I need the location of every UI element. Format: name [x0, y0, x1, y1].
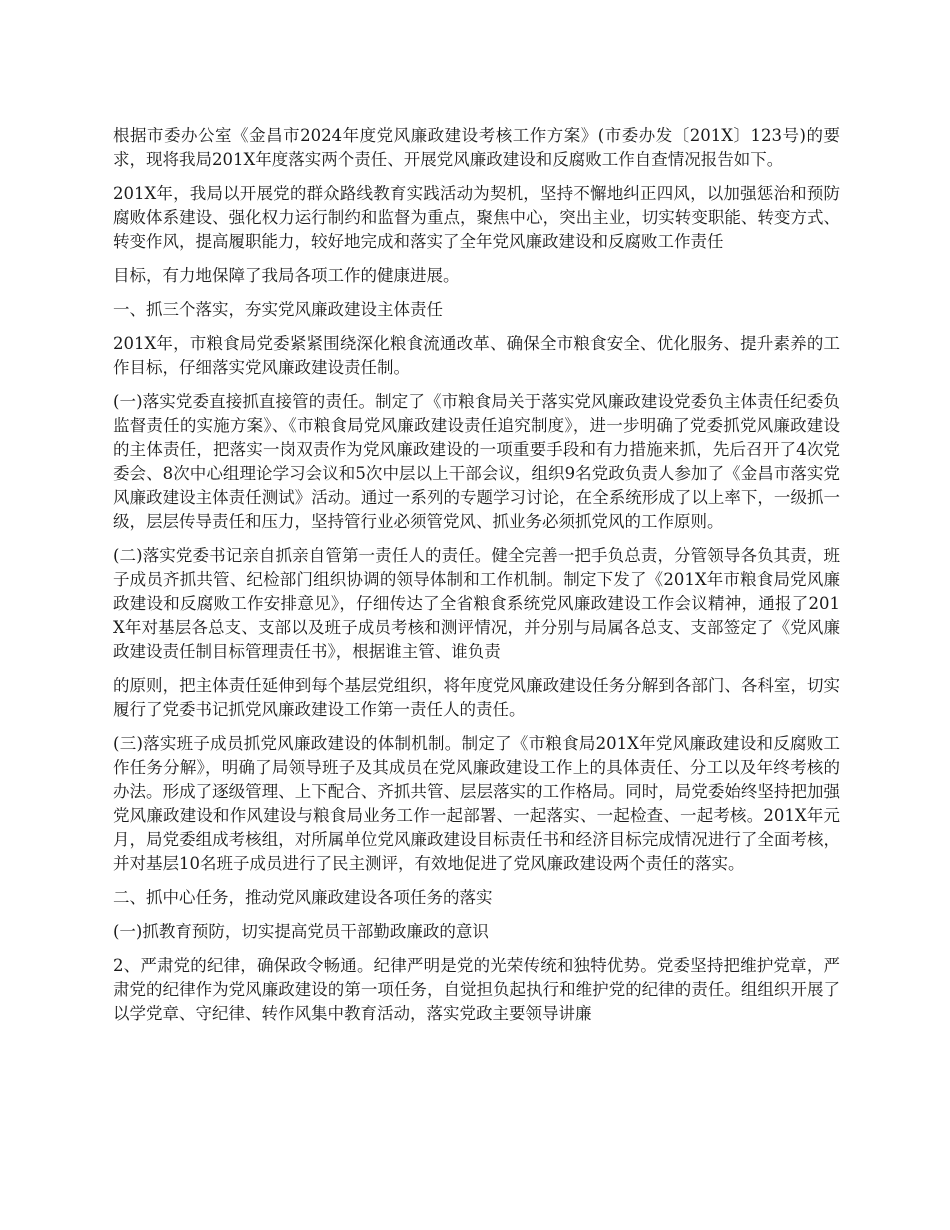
paragraph-item-3: (三)落实班子成员抓党风廉政建设的体制机制。制定了《市粮食局201X年党风廉政建设和反腐败工作任务分解》，明确了局领导班子及其成员在党风廉政建设工作上的具体责任、分工以及年终考核的办法。形成了逐级管理、上下配合、齐抓共管、层层落实的工作格局。同时，局党委始终坚持把加强党风廉政建设和作风建设与粮食局业务工作一起部署、一起落实、一起检查、一起考核。201X年元月，局党委组成考核组，对所属单位党风廉政建设目标责任书和经济目标完成情况进行了全面考核，并对基层10名班子成员进行了民主测评，有效地促进了党风廉政建设两个责任的落实。 — [113, 734, 840, 873]
subsection-heading-1: (一)抓教育预防，切实提高党员干部勤政廉政的意识 — [113, 922, 489, 941]
section-heading-2: 二、抓中心任务，推动党风廉政建设各项任务的落实 — [113, 888, 493, 907]
paragraph-section-1-intro: 201X年，市粮食局党委紧紧围绕深化粮食流通改革、确保全市粮食安全、优化服务、提升素养的工作目标，仔细落实党风廉政建设责任制。 — [113, 334, 840, 377]
paragraph-overview: 201X年，我局以开展党的群众路线教育实践活动为契机，坚持不懈地纠正四风，以加强惩治和预防腐败体系建设、强化权力运行制约和监督为重点，聚焦中心，突出主业，切实转变职能、转变方式、转变作风，提高履职能力，较好地完成和落实了全年党风廉政建设和反腐败工作责任 — [113, 184, 840, 251]
paragraph-discipline: 2、严肃党的纪律，确保政令畅通。纪律严明是党的光荣传统和独特优势。党委坚持把维护党章，严肃党的纪律作为党风廉政建设的第一项任务，自觉担负起执行和维护党的纪律的责任。组组织开展了以学党章、守纪律、转作风集中教育活动，落实党政主要领导讲廉 — [113, 956, 840, 1023]
paragraph-overview-cont: 目标，有力地保障了我局各项工作的健康进展。 — [113, 266, 460, 285]
document-body — [113, 124, 840, 1036]
section-heading-1: 一、抓三个落实，夯实党风廉政建设主体责任 — [113, 300, 443, 319]
paragraph-item-2: (二)落实党委书记亲自抓亲自管第一责任人的责任。健全完善一把手负总责，分管领导各负其责，班子成员齐抓共管、纪检部门组织协调的领导体制和工作机制。制定下发了《201X年市粮食局党风廉政建设和反腐败工作安排意见》，仔细传达了全省粮食系统党风廉政建设工作会议精神，通报了201X年对基层各总支、支部以及班子成员考核和测评情况，并分别与局属各总支、支部签定了《党风廉政建设责任制目标管理责任书》，根据谁主管、谁负责 — [113, 546, 840, 661]
paragraph-item-1: (一)落实党委直接抓直接管的责任。制定了《市粮食局关于落实党风廉政建设党委负主体责任纪委负监督责任的实施方案》、《市粮食局党风廉政建设责任追究制度》，进一步明确了党委抓党风廉政建设的主体责任，把落实一岗双责作为党风廉政建设的一项重要手段和有力措施来抓，先后召开了4次党委会、8次中心组理论学习会议和5次中层以上干部会议，组织9名党政负责人参加了《金昌市落实党风廉政建设主体责任测试》活动。通过一系列的专题学习讨论，在全系统形成了以上率下，一级抓一级，层层传导责任和压力，坚持管行业必须管党风、抓业务必须抓党风的工作原则。 — [113, 392, 840, 531]
paragraph-intro: 根据市委办公室《金昌市2024年度党风廉政建设考核工作方案》(市委办发〔201X〕123号)的要求，现将我局201X年度落实两个责任、开展党风廉政建设和反腐败工作自查情况报告如下。 — [113, 126, 840, 169]
paragraph-item-2-cont: 的原则，把主体责任延伸到每个基层党组织，将年度党风廉政建设任务分解到各部门、各科室，切实履行了党委书记抓党风廉政建设工作第一责任人的责任。 — [113, 676, 840, 719]
